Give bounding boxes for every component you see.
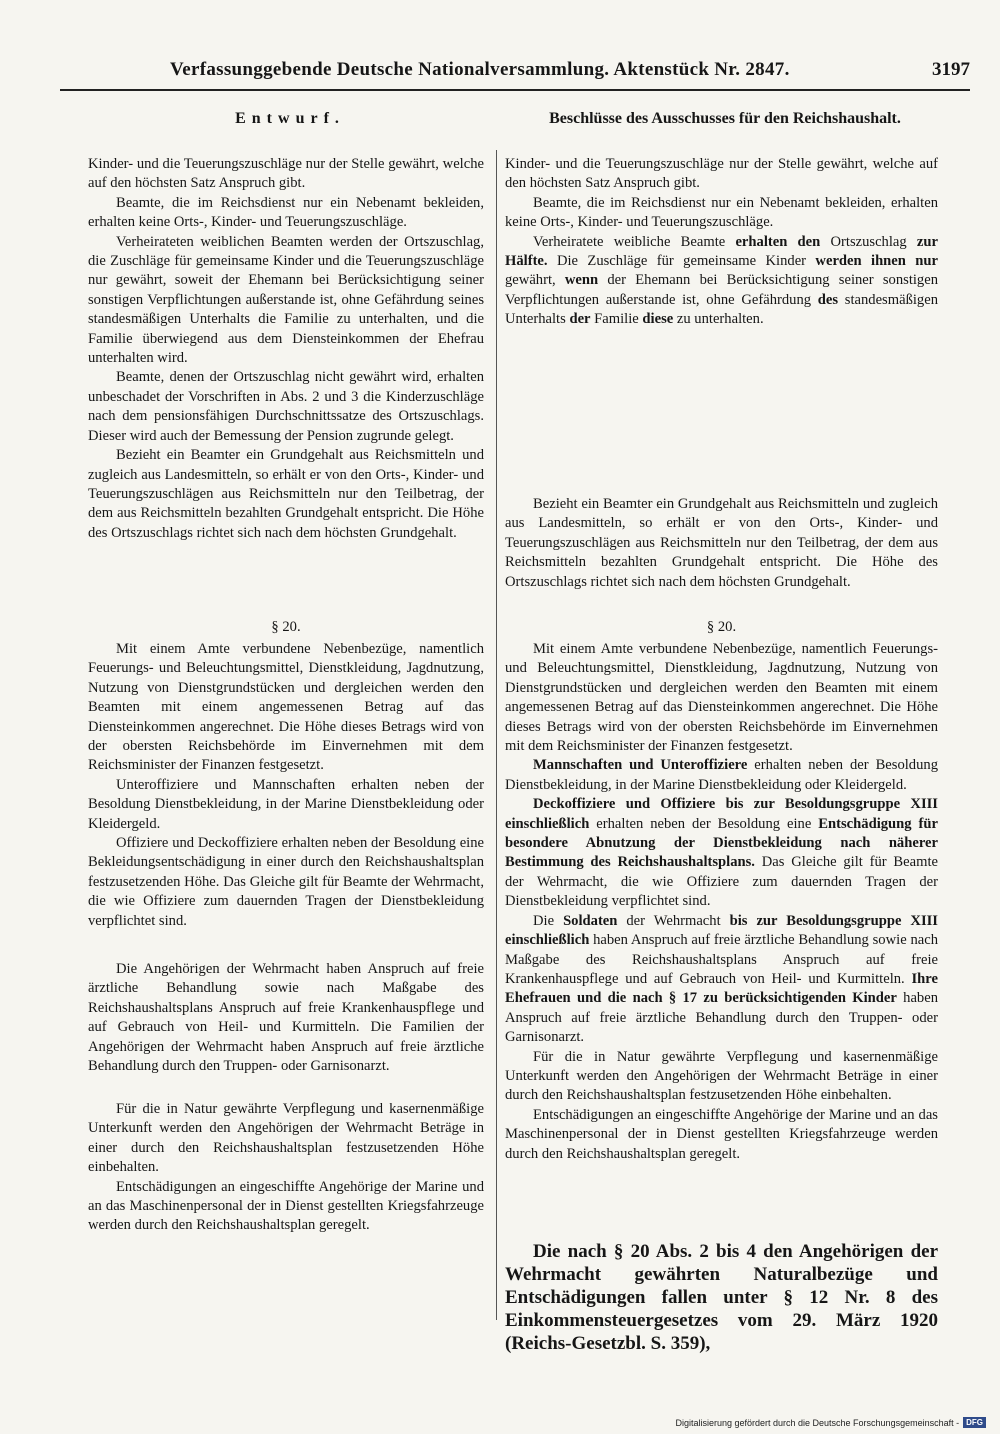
right-final-paragraph [505,1240,938,1355]
paragraph-text: Die Angehörigen der Wehrmacht haben Anspruch auf freie ärztliche Behandlung sowie nach Maßgabe des Reichshaushaltsplans Anspruch auf freie Krankenhauspflege und auf Gebrauch von Heil- und Kurmitteln. Die Familien der Angehörigen der Wehrmacht haben Anspruch auf freie ärztliche Behandlung durch den Truppen- oder Garnisonarzt. [88,961,484,1075]
paragraph-text: Entschädigungen an eingeschiffte Angehörige der Marine und an das Maschinenpersonal der in Dienst gestellten Kriegsfahrzeuge werden durch den Reichshaushaltsplan geregelt. [88,1178,484,1234]
paragraph-text: Offiziere und Deckoffiziere erhalten neben der Besoldung eine Bekleidungsentschädigung in einer durch den Reichshaushaltsplan festzusetzenden Höhe. Das Gleiche gilt für Beamte der Wehrmacht, die wie Offiziere zum dauernden Tragen der Dienstbekleidung verpflichtet sind. [88,835,484,929]
left-section-number: § 20. [271,619,301,635]
left-column-heading: Entwurf. [235,110,345,127]
paragraph-text: Deckoffiziere und Offiziere bis zur Besoldungsgruppe XIII einschließlich erhalten neben der Besoldung eine Entschädigung für besondere Abnutzung der Dienstbekleidung nach näherer Bestimmung des Reichshaushaltsplans. Das Gleiche gilt für Beamte der Wehrmacht, die wie Offiziere zum dauernden Tragen der Dienstbekleidung verpflichtet sind. [505,796,938,910]
paragraph-text: Bezieht ein Beamter ein Grundgehalt aus Reichsmitteln und zugleich aus Landesmitteln, so erhält er von den Orts-, Kinder- und Teuerungszuschlägen aus Reichsmitteln nur den Teilbetrag, der dem aus Reichsmitteln bezahlten Grundgehalt entspricht. Die Höhe des Ortszuschlags richtet sich nach dem höchsten Grundgehalt. [88,447,484,541]
paragraph-text: Unteroffiziere und Mannschaften erhalten neben der Besoldung Dienstbekleidung, in der Marine Dienstbekleidung oder Kleidergeld. [88,776,484,832]
paragraph-text: Für die in Natur gewährte Verpflegung und kasernenmäßige Unterkunft werden den Angehörigen der Wehrmacht Beträge in einer durch den Reichshaushaltsplan festzusetzenden Höhe einbehalten. [505,1048,938,1104]
right-paragraph-grundgehalt [505,495,938,592]
footer-text: Digitalisierung gefördert durch die Deutsche Forschungsgemeinschaft - [675,1417,960,1428]
right-section-number: § 20. [706,619,737,635]
right-section-20 [505,640,938,1164]
left-paragraph-1 [88,155,484,543]
paragraph-text: Beamte, denen der Ortszuschlag nicht gewährt wird, erhalten unbeschadet der Vorschriften in Abs. 2 und 3 die Kinderzuschläge nach dem pensionsfähigen Durchschnittssatze des Ortszuschlags. Dieser wird auch der Bemessung der Pension zugrunde gelegt. [88,369,484,444]
paragraph-text: Beamte, die im Reichsdienst nur ein Nebenamt bekleiden, erhalten keine Orts-, Kinder- und Teuerungszuschläge. [88,194,484,231]
paragraph-text: Verheiratete weibliche Beamte erhalten den Ortszuschlag zur Hälfte. Die Zuschläge für gemeinsame Kinder werden ihnen nur gewährt, wenn der Ehemann bei Berücksichtigung seiner sonstigen Verpflichtungen außerstande ist, ohne Gefährdung des standesmäßigen Unterhalts der Familie diese zu unterhalten. [505,233,938,328]
paragraph-text: Die Soldaten der Wehrmacht bis zur Besoldungsgruppe XIII einschließlich haben Anspruch auf freie ärztliche Behandlung sowie nach Maßgabe des Reichshaushaltsplans Anspruch auf freie Krankenhauspflege und auf Gebrauch von Heil- und Kurmitteln. Ihre Ehefrauen und die nach § 17 zu berücksichtigenden Kinder haben Anspruch auf freie ärztliche Behandlung durch den Truppen- oder Garnisonarzt. [505,912,938,1046]
paragraph-text: Bezieht ein Beamter ein Grundgehalt aus Reichsmitteln und zugleich aus Landesmitteln, so erhält er von den Orts-, Kinder- und Teuerungszuschlägen aus Reichsmitteln nur den Teilbetrag, der dem aus Reichsmitteln bezahlten Grundgehalt entspricht. Die Höhe des Ortszuschlags richtet sich nach dem höchsten Grundgehalt. [505,496,938,590]
left-paragraph-care [88,960,484,1076]
paragraph-text: Die nach § 20 Abs. 2 bis 4 den Angehörigen der Wehrmacht gewährten Naturalbezüge und Entschädigungen fallen unter § 12 Nr. 8 des Einkommensteuergesetzes vom 29. März 1920 (Reichs-Gesetzbl. S. 359), [505,1241,938,1354]
dfg-logo-icon: DFG [963,1417,986,1428]
left-section-20 [88,640,484,931]
paragraph-text: Für die in Natur gewährte Verpflegung und kasernenmäßige Unterkunft werden den Angehörigen der Wehrmacht Beträge in einer durch den Reichshaushaltsplan festzusetzenden Höhe einbehalten. [88,1101,484,1176]
paragraph-text: Beamte, die im Reichsdienst nur ein Nebenamt bekleiden, erhalten keine Orts-, Kinder- und Teuerungszuschläge. [505,194,938,231]
left-paragraph-rations [88,1100,484,1236]
right-paragraph-1 [505,155,938,330]
paragraph-text: Mit einem Amte verbundene Nebenbezüge, namentlich Feuerungs- und Beleuchtungsmittel, Dienstkleidung, Jagdnutzung, Nutzung von Dienstgrundstücken und dergleichen werden den Beamten mit einem angemessenen Betrag auf das Diensteinkommen angerechnet. Die Höhe dieses Betrags wird von der obersten Reichsbehörde im Einvernehmen mit dem Reichsminister der Finanzen festgesetzt. [505,641,938,755]
column-divider [496,150,497,1320]
digitization-footer [675,1417,986,1428]
paragraph-text: Kinder- und die Teuerungszuschläge nur der Stelle gewährt, welche auf den höchsten Satz Anspruch gibt. [505,156,938,192]
paragraph-text: Mit einem Amte verbundene Nebenbezüge, namentlich Feuerungs- und Beleuchtungsmittel, Dienstkleidung, Jagdnutzung, Nutzung von Dienstgrundstücken und dergleichen werden den Beamten mit einem angemessenen Betrag auf das Diensteinkommen angerechnet. Die Höhe dieses Betrags wird von der obersten Reichsbehörde im Einvernehmen mit dem Reichsminister der Finanzen festgesetzt. [88,641,484,774]
right-column-heading: Beschlüsse des Ausschusses für den Reichshaushalt. [549,110,901,127]
paragraph-text: Verheirateten weiblichen Beamten werden der Ortszuschlag, die Zuschläge für gemeinsame Kinder und die Teuerungszuschläge nur gewährt, soweit der Ehemann bei Berücksichtigung seiner sonstigen Verpflichtungen außerstande ist, ohne Gefährdung seines standesmäßigen Unterhalts die Familie zu unterhalten, und die Familie überwiegend aus dem Diensteinkommen der Ehefrau unterhalten wird. [88,233,484,367]
document-title: Verfassunggebende Deutsche Nationalversammlung. Aktenstück Nr. 2847. [170,59,790,80]
page-number: 3197 [932,59,970,80]
paragraph-text: Kinder- und die Teuerungszuschläge nur der Stelle gewährt, welche auf den höchsten Satz Anspruch gibt. [88,156,484,192]
paragraph-text: Entschädigungen an eingeschiffte Angehörige der Marine und an das Maschinenpersonal der in Dienst gestellten Kriegsfahrzeuge werden durch den Reichshaushaltsplan geregelt. [505,1106,938,1162]
page-header [60,55,970,91]
paragraph-text: Mannschaften und Unteroffiziere erhalten neben der Besoldung Dienstbekleidung, in der Marine Dienstbekleidung oder Kleidergeld. [505,757,938,793]
